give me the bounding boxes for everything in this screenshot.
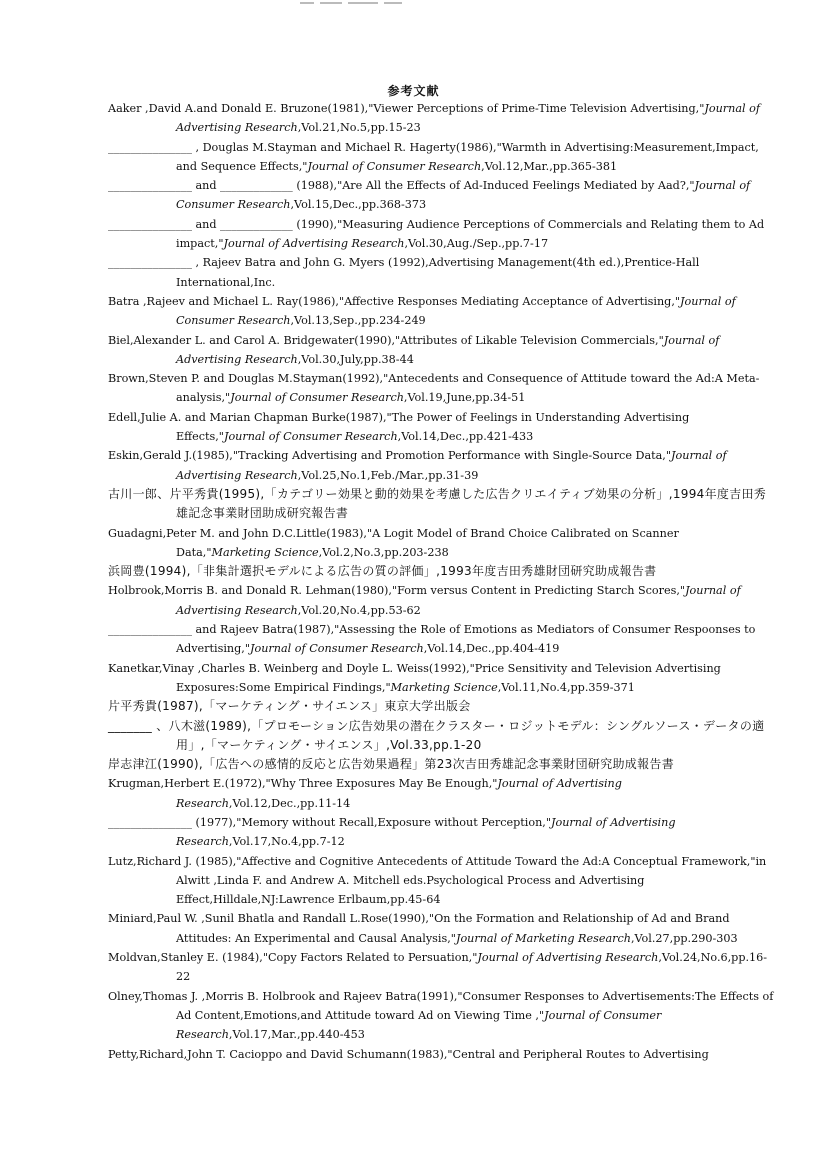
reference-entry: [108, 562, 776, 581]
reference-text: Lutz,Richard J. (1985),"Affective and Cognitive Antecedents of Attitude Toward the Ad:A Conceptual Framework,"in Alwitt ,Linda F. and Andrew A. Mitchell eds.Psychological Process and Advertising Effect,Hilldale,NJ:Lawrence Erlbaum,pp.45-64: [108, 854, 767, 907]
reference-text: _______________ , Douglas M.Stayman and Michael R. Hagerty(1986),"Warmth in Advertising:Measurement,Impact, and Sequence Effects,": [108, 140, 759, 173]
reference-details: ,Vol.14,Dec.,pp.404-419: [423, 642, 560, 656]
reference-source: Journal of Advertising Research: [176, 777, 622, 810]
reference-source: Marketing Science: [390, 680, 498, 694]
reference-entry: [108, 697, 776, 716]
reference-entry: [108, 331, 776, 370]
reference-details: ,Vol.20,No.4,pp.53-62: [297, 603, 421, 617]
scan-artifact: [300, 2, 420, 8]
reference-details: ,Vol.11,No.4,pp.359-371: [497, 680, 635, 694]
reference-details: ,Vol.30,Aug./Sep.,pp.7-17: [404, 237, 549, 251]
reference-details: ,Vol.13,Sep.,pp.234-249: [290, 314, 426, 328]
reference-entry: [108, 1045, 776, 1064]
reference-details: ,Vol.25,No.1,Feb./Mar.,pp.31-39: [297, 468, 479, 482]
reference-details: ,Vol.12,Mar.,pp.365-381: [481, 159, 618, 173]
reference-text: 浜岡豊(1994),「非集計選択モデルによる広告の質の評価」,1993年度吉田秀雄財団研究助成報告書: [108, 564, 657, 579]
reference-source: Journal of Consumer Research: [176, 1008, 662, 1042]
reference-source: Journal of Marketing Research: [455, 931, 631, 945]
reference-details: ,Vol.19,June,pp.34-51: [403, 391, 526, 405]
reference-entry: [108, 909, 776, 948]
reference-entry: [108, 659, 776, 698]
reference-details: ,Vol.2,No.3,pp.203-238: [318, 545, 449, 559]
reference-text: Edell,Julie A. and Marian Chapman Burke(1987),"The Power of Feelings in Understanding Advertising Effects,": [108, 410, 690, 444]
reference-source: Journal of Consumer Research: [250, 642, 424, 656]
reference-details: ,Vol.17,No.4,pp.7-12: [228, 835, 345, 849]
reference-source: Journal of Advertising Research: [176, 449, 727, 482]
reference-text: Holbrook,Morris B. and Donald R. Lehman(1980),"Form versus Content in Predicting Starch Scores,": [108, 584, 686, 598]
reference-text: Brown,Steven P. and Douglas M.Stayman(1992),"Antecedents and Consequence of Attitude toward the Ad:A Meta-analysis,": [108, 372, 760, 405]
reference-text: Moldvan,Stanley E. (1984),"Copy Factors Related to Persuation,": [108, 951, 478, 965]
reference-entry: [108, 176, 776, 215]
reference-list: [108, 99, 776, 1064]
reference-text: _______ 、八木滋(1989),「プロモーション広告効果の潜在クラスター・ロジットモデル：シングルソース・データの適用」,「マーケティング・サイエンス」,Vol.33,pp.1-20: [108, 718, 765, 752]
reference-entry: [108, 485, 776, 524]
reference-entry: [108, 524, 776, 563]
reference-entry: [108, 774, 776, 813]
reference-source: Journal of Consumer Research: [307, 159, 482, 173]
reference-details: ,Vol.12,Dec.,pp.11-14: [228, 796, 351, 810]
reference-text: Aaker ,David A.and Donald E. Bruzone(1981),"Viewer Perceptions of Prime-Time Television Advertising,": [108, 102, 705, 115]
reference-text: Eskin,Gerald J.(1985),"Tracking Advertising and Promotion Performance with Single-Source Data,": [108, 449, 672, 463]
reference-source: Journal of Advertising Research: [477, 951, 659, 965]
reference-details: ,Vol.15,Dec.,pp.368-373: [290, 198, 427, 212]
reference-entry: [108, 620, 776, 659]
reference-text: _______________ and _____________ (1988),"Are All the Effects of Ad-Induced Feelings Mediated by Aad?,": [108, 179, 695, 193]
reference-text: Petty,Richard,John T. Cacioppo and David Schumann(1983),"Central and Peripheral Routes to Advertising: [108, 1047, 709, 1061]
reference-entry: [108, 138, 776, 177]
reference-source: Marketing Science: [211, 545, 319, 559]
reference-text: _______________ and Rajeev Batra(1987),"Assessing the Role of Emotions as Mediators of Consumer Respoonses to Advertising,": [108, 623, 756, 656]
reference-source: Journal of Advertising Research: [223, 237, 405, 251]
reference-source: Journal of Consumer Research: [230, 391, 404, 405]
reference-text: Batra ,Rajeev and Michael L. Ray(1986),"Affective Responses Mediating Acceptance of Advertising,": [108, 294, 681, 308]
reference-text: Guadagni,Peter M. and John D.C.Little(1983),"A Logit Model of Brand Choice Calibrated on Scanner Data,": [108, 526, 679, 559]
reference-entry: [108, 99, 776, 138]
reference-source: Journal of Advertising Research: [176, 333, 720, 366]
reference-text: Krugman,Herbert E.(1972),"Why Three Exposures May Be Enough,": [108, 777, 498, 791]
reference-text: Olney,Thomas J. ,Morris B. Holbrook and Rajeev Batra(1991),"Consumer Responses to Advertisements:The Effects of Ad Content,Emotions,and Attitude toward Ad on Viewing Time ,": [108, 989, 774, 1022]
reference-text: Kanetkar,Vinay ,Charles B. Weinberg and Doyle L. Weiss(1992),"Price Sensitivity and Television Advertising Exposures:Some Empirical Findings,": [108, 661, 721, 694]
reference-details: ,Vol.21,No.5,pp.15-23: [297, 121, 421, 135]
reference-entry: [108, 813, 776, 852]
reference-entry: [108, 292, 776, 331]
reference-entry: [108, 717, 776, 756]
page-title: 参考文献: [387, 84, 440, 98]
reference-entry: [108, 253, 776, 292]
reference-entry: [108, 987, 776, 1045]
reference-entry: [108, 215, 776, 254]
reference-entry: [108, 948, 776, 987]
reference-source: Journal of Consumer Research: [176, 294, 736, 328]
reference-source: Journal of Consumer Research: [223, 430, 398, 444]
reference-text: 岸志津江(1990),「広告への感情的反応と広告効果過程」第23次吉田秀雄記念事業財団研究助成報告書: [108, 757, 674, 772]
reference-details: ,Vol.14,Dec.,pp.421-433: [397, 430, 534, 444]
reference-text: _______________ (1977),"Memory without Recall,Exposure without Perception,": [108, 815, 551, 829]
reference-text: Miniard,Paul W. ,Sunil Bhatla and Randall L.Rose(1990),"On the Formation and Relationship of Ad and Brand Attitudes: An Experimental and Causal Analysis,": [108, 912, 730, 945]
reference-entry: [108, 446, 776, 485]
reference-details: ,Vol.24,No.6,pp.16-22: [176, 951, 768, 984]
reference-text: 片平秀貴(1987),「マーケティング・サイエンス」東京大学出版会: [108, 699, 471, 714]
reference-entry: [108, 369, 776, 408]
reference-entry: [108, 755, 776, 774]
reference-source: Journal of Advertising Research: [176, 584, 741, 617]
reference-entry: [108, 408, 776, 447]
reference-details: ,Vol.27,pp.290-303: [630, 931, 738, 945]
reference-entry: [108, 581, 776, 620]
reference-source: Journal of Advertising Research: [176, 102, 761, 135]
reference-source: Journal of Consumer Research: [176, 179, 751, 212]
reference-entry: [108, 852, 776, 910]
reference-text: Biel,Alexander L. and Carol A. Bridgewater(1990),"Attributes of Likable Television Commercials,": [108, 333, 664, 347]
reference-details: ,Vol.30,July,pp.38-44: [297, 352, 414, 366]
reference-text: _______________ , Rajeev Batra and John G. Myers (1992),Advertising Management(4th ed.),Prentice-Hall International,Inc.: [108, 256, 700, 289]
reference-text: _______________ and _____________ (1990),"Measuring Audience Perceptions of Commercials and Relating them to Ad impact,": [108, 217, 765, 251]
reference-details: ,Vol.17,Mar.,pp.440-453: [228, 1028, 365, 1042]
reference-text: 古川一郎、片平秀貴(1995),「カテゴリー効果と動的効果を考慮した広告クリエイティブ効果の分析」,1994年度吉田秀雄記念事業財団助成研究報告書: [108, 486, 767, 521]
reference-source: Journal of Advertising Research: [176, 815, 676, 849]
